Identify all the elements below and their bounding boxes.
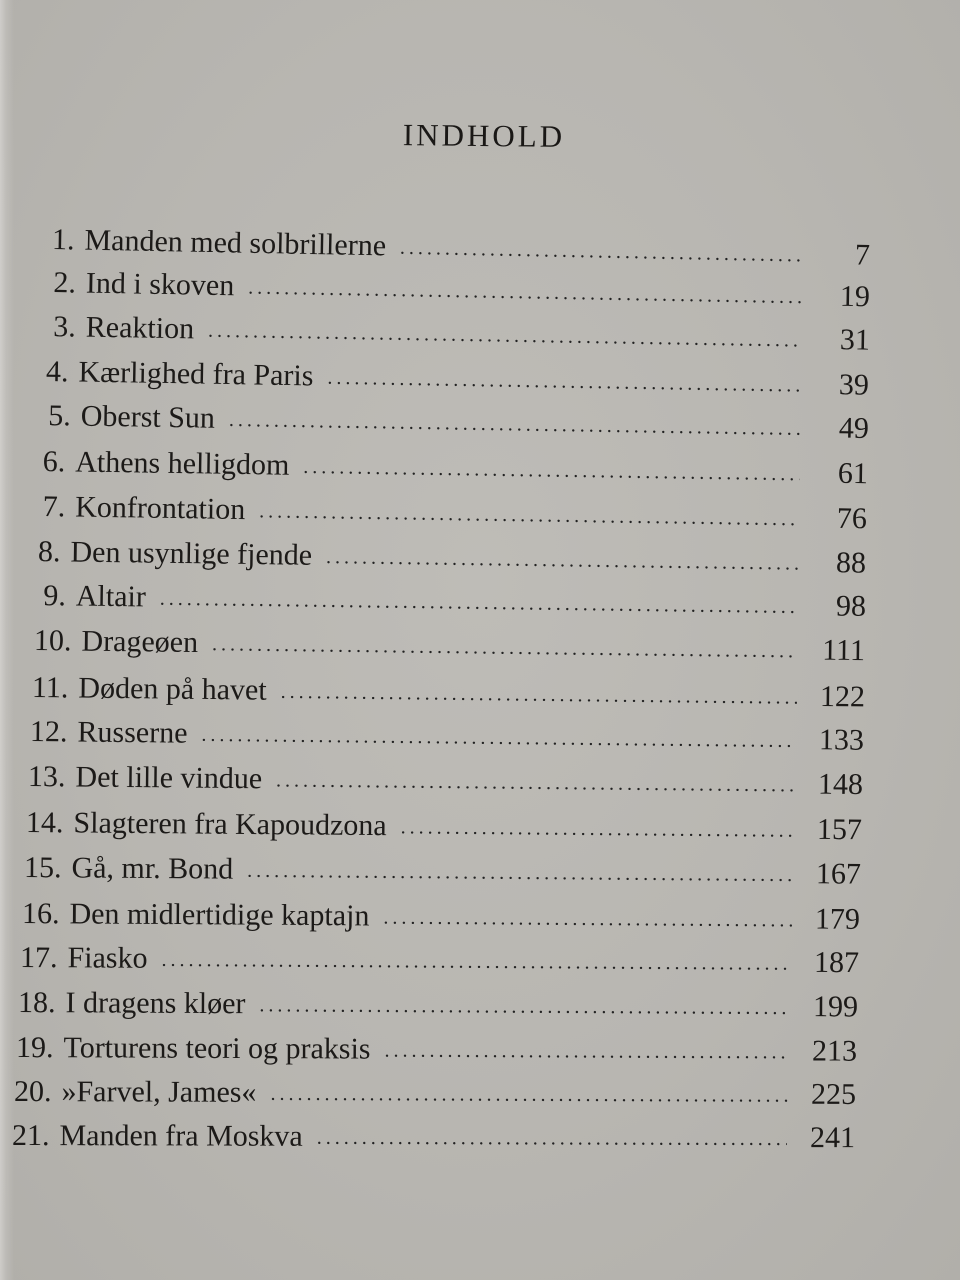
page-number: 133 (818, 723, 865, 757)
page-number: 199 (812, 990, 859, 1024)
chapter-title: Konfrontation (75, 490, 246, 527)
dot-leader (212, 626, 797, 669)
chapter-number: 21. (11, 1119, 50, 1153)
toc-entry (14, 1074, 856, 1116)
dot-leader (401, 809, 795, 848)
toc-entry (26, 805, 862, 851)
dot-leader (270, 1076, 788, 1114)
chapter-title: Kærlighed fra Paris (78, 355, 314, 393)
dot-leader (259, 493, 799, 537)
page-number: 167 (815, 857, 862, 891)
chapter-number: 15. (23, 851, 62, 885)
toc-entry (22, 896, 860, 941)
chapter-number: 4. (45, 355, 69, 389)
chapter-title: Manden fra Moskva (59, 1119, 303, 1153)
toc-entry (30, 714, 864, 762)
chapter-number: 1. (51, 223, 75, 257)
page-number: 179 (814, 902, 861, 936)
page-number: 49 (838, 411, 870, 445)
chapter-title: Athens helligdom (75, 445, 290, 482)
dot-leader (208, 313, 802, 359)
chapter-title: Døden på havet (78, 671, 267, 707)
dot-leader (327, 360, 801, 404)
chapter-number: 19. (15, 1031, 54, 1065)
page-number: 98 (835, 589, 867, 623)
dot-leader (326, 539, 798, 582)
dot-leader (317, 1120, 787, 1157)
chapter-number: 14. (25, 806, 64, 840)
chapter-title: Slagteren fra Kapoudzona (73, 806, 387, 843)
chapter-title: Oberst Sun (80, 399, 216, 435)
page-number: 7 (854, 238, 871, 272)
chapter-title: »Farvel, James« (61, 1075, 257, 1109)
chapter-number: 12. (29, 715, 68, 749)
chapter-number: 9. (43, 579, 67, 613)
toc-entry (42, 444, 868, 495)
toc-entry (40, 489, 867, 540)
chapter-title: Gå, mr. Bond (71, 851, 234, 886)
toc-entry (12, 1118, 855, 1159)
toc-entry (48, 309, 871, 362)
chapter-number: 7. (42, 490, 66, 524)
chapter-number: 17. (19, 941, 58, 975)
toc-entry (16, 1030, 857, 1073)
dot-leader (247, 853, 793, 893)
toc-entry (44, 398, 870, 450)
chapter-title: Den usynlige fjende (70, 535, 313, 572)
dot-leader (161, 942, 791, 982)
chapter-title: I dragens kløer (65, 986, 246, 1021)
dot-leader (229, 402, 802, 447)
toc-entry (18, 985, 858, 1028)
dot-leader (160, 581, 799, 625)
toc-entry (28, 759, 863, 806)
dot-leader (280, 674, 797, 716)
dot-leader (248, 269, 802, 315)
chapter-number: 3. (53, 310, 77, 344)
page-number: 88 (835, 546, 867, 580)
toc-entry (32, 670, 865, 718)
dot-leader (201, 717, 796, 759)
dot-leader (383, 900, 792, 939)
chapter-number: 18. (17, 986, 56, 1020)
chapter-title: Drageøen (81, 624, 199, 660)
chapter-title: Altair (75, 579, 147, 614)
dot-leader (303, 449, 800, 492)
chapter-number: 16. (21, 897, 60, 931)
dot-leader (259, 987, 790, 1026)
page-title: INDHOLD (402, 117, 566, 154)
toc-entry (34, 623, 865, 672)
dot-leader (384, 1033, 789, 1071)
dot-leader (276, 762, 795, 803)
toc-entry (38, 534, 866, 585)
page-number: 148 (817, 767, 864, 802)
toc-entry (36, 578, 866, 628)
page-number: 187 (813, 945, 860, 980)
page-number: 39 (838, 368, 870, 402)
chapter-title: Torturens teori og praksis (63, 1031, 371, 1066)
page-number: 122 (819, 679, 866, 714)
chapter-number: 8. (37, 535, 61, 569)
chapter-title: Fiasko (67, 941, 148, 975)
chapter-title: Det lille vindue (75, 760, 263, 796)
page-number: 213 (811, 1034, 858, 1068)
page-number: 225 (810, 1077, 857, 1111)
page-number: 111 (821, 633, 866, 668)
page-number: 31 (839, 323, 871, 357)
page-number: 157 (816, 812, 863, 847)
dot-leader (400, 230, 803, 274)
page-number: 61 (837, 456, 869, 491)
chapter-title: Manden med solbrillerne (84, 223, 387, 263)
chapter-title: Ind i skoven (85, 266, 235, 303)
toc-entry (46, 354, 870, 407)
chapter-number: 10. (33, 624, 72, 658)
toc-entry (24, 850, 861, 896)
chapter-title: Russerne (77, 715, 188, 750)
chapter-title: Den midlertidige kaptajn (69, 897, 370, 933)
chapter-number: 5. (48, 399, 72, 433)
chapter-number: 2. (53, 266, 77, 300)
chapter-number: 6. (42, 445, 66, 479)
chapter-number: 20. (13, 1075, 52, 1109)
toc-entry (20, 940, 859, 984)
chapter-title: Reaktion (85, 310, 195, 346)
page-number: 241 (809, 1121, 856, 1155)
page-number: 19 (839, 279, 871, 314)
chapter-number: 13. (27, 760, 66, 794)
page-number: 76 (836, 501, 868, 536)
chapter-number: 11. (31, 671, 69, 705)
